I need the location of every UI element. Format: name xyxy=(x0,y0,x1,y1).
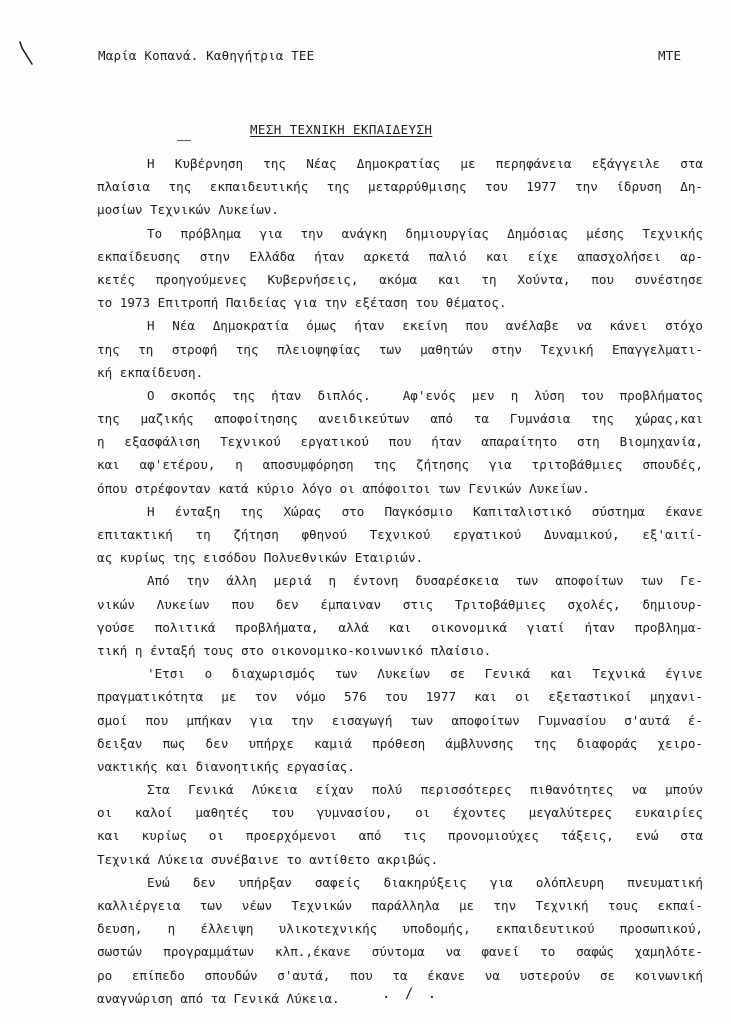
text-line: νακτικής και διανοητικής εργασίας. xyxy=(97,758,355,774)
text-line: Η Κυβέρνηση της Νέας Δημοκρατίας με περηφάνεια εξάγγειλε στα xyxy=(147,156,703,171)
text-line: Η Νέα Δημοκρατία όμως ήταν εκείνη που ανέλαβε να κάνει στόχο xyxy=(147,318,703,334)
text-line: πλαίσια της εκπαιδευτικής της μεταρρύθμισης του 1977 την ίδρυση Δη- xyxy=(97,179,703,195)
text-line: το 1973 Επιτροπή Παιδείας για την εξέταση του θέματος. xyxy=(97,295,507,311)
text-line: Στα Γενικά Λύκεια είχαν πολύ περισσότερες πιθανότητες να μπούν xyxy=(147,782,703,798)
text-line: και κυρίως οι προερχόμενοι από τις προνομιούχες τάξεις, ενώ στα xyxy=(97,828,703,844)
text-line: Ενώ δεν υπήρξαν σαφείς διακηρύξεις για ολόπλευρη πνευματική xyxy=(147,874,703,890)
header-code: ΜΤΕ xyxy=(658,48,682,63)
text-line: επιτακτική τη ζήτηση φθηνού Τεχνικού εργατικού Δυναμικού, εξ'αιτί- xyxy=(97,527,703,542)
text-line: της τη στροφή της πλειοψηφίας των μαθητών στην Τεχνική Επαγγελματι- xyxy=(97,341,703,357)
text-line: Η ένταξη της Χώρας στο Παγκόσμιο Καπιταλιστικό σύστημα έκανε xyxy=(147,503,703,519)
page-number: . / . xyxy=(382,986,440,1002)
text-line: τική η ένταξή τους στο οικονομικο-κοινωνικό πλαίσιο. xyxy=(97,642,492,658)
header-author: Μαρία Κοπανά. Καθηγήτρια ΤΕΕ xyxy=(98,48,315,63)
text-line: Από την άλλη μεριά η έντονη δυσαρέσκεια των αποφοίτων των Γε- xyxy=(147,573,703,589)
text-line: ρο επίπεδο σπουδών σ'αυτά, που τα έκανε να υστερούν σε κοινωνική xyxy=(97,967,703,983)
text-line: καλλιέργεια των νέων Τεχνικών παράλληλα με την Τεχνική τους εκπαί- xyxy=(97,898,703,913)
text-line: Το πρόβλημα για την ανάγκη δημιουργίας Δημόσιας μέσης Τεχνικής xyxy=(147,225,703,241)
text-line: Τεχνικά Λύκεια συνέβαινε το αντίθετο ακριβώς. xyxy=(97,851,439,867)
text-line: 'Ετσι ο διαχωρισμός των Λυκείων σε Γενικά και Τεχνικά έγινε xyxy=(147,666,703,682)
text-line: η εξασφάλιση Τεχνικού εργατικού που ήταν απαραίτητο στη Βιομηχανία, xyxy=(97,434,703,450)
text-line: όπου στρέφονταν κατά κύριο λόγο οι απόφοιτοι των Γενικών Λυκείων. xyxy=(97,480,590,496)
text-line: και αφ'ετέρου, η αποσυμφόρηση της ζήτησης για τριτοβάθμιες σπουδές, xyxy=(97,457,703,473)
text-line: νικών Λυκείων που δεν έμπαιναν στις Τριτοβάθμιες σχολές, δημιουρ- xyxy=(97,596,703,612)
text-line: δειξαν πως δεν υπήρχε καμιά πρόθεση άμβλυνσης της διαφοράς χειρο- xyxy=(97,735,703,751)
text-line: ας κυρίως της εισόδου Πολυεθνικών Εταιριών. xyxy=(97,550,424,566)
text-line: κετές προηγούμενες Κυβερνήσεις, ακόμα και τη Χούντα, που συνέστησε xyxy=(97,271,703,287)
text-line: αναγνώριση από τα Γενικά Λύκεια. xyxy=(97,990,340,1006)
text-line: γούσε πολιτικά προβλήματα, αλλά και οικονομικά γιατί ήταν προβλημα- xyxy=(97,619,703,635)
text-line: μοσίων Τεχνικών Λυκείων. xyxy=(97,202,279,218)
text-line: κή εκπαίδευση. xyxy=(97,364,204,380)
text-line: εκπαίδευσης στην Ελλάδα ήταν αρκετά παλιό και είχε απασχολήσει αρ- xyxy=(97,248,703,264)
text-line: δευση, η έλλειψη υλικοτεχνικής υποδομής, εκπαιδευτικού προσωπικού, xyxy=(97,921,703,937)
text-line: σωστών προγραμμάτων κλπ.,έκανε σύντομα να φανεί το σαφώς χαμηλότε- xyxy=(97,944,703,960)
pen-stroke-mark xyxy=(14,40,38,68)
title-rule xyxy=(177,140,191,141)
text-line: της μαζικής αποφοίτησης ανειδικεύτων από τα Γυμνάσια της χώρας,και xyxy=(97,411,703,427)
body-text xyxy=(97,152,703,1010)
text-line: Ο σκοπός της ήταν διπλός. Αφ'ενός μεν η λύση του προβλήματος xyxy=(147,387,703,403)
document-title: ΜΕΣΗ ΤΕΧΝΙΚΗ ΕΚΠΑΙΔΕΥΣΗ xyxy=(250,122,433,137)
text-line: πραγματικότητα με τον νόμο 576 του 1977 και οι εξεταστικοί μηχανι- xyxy=(97,689,703,705)
text-line: οι καλοί μαθητές του γυμνασίου, οι έχοντες μεγαλύτερες ευκαιρίες xyxy=(97,805,703,821)
text-line: σμοί που μπήκαν για την εισαγωγή των αποφοίτων Γυμνασίου σ'αυτά έ- xyxy=(97,712,703,728)
